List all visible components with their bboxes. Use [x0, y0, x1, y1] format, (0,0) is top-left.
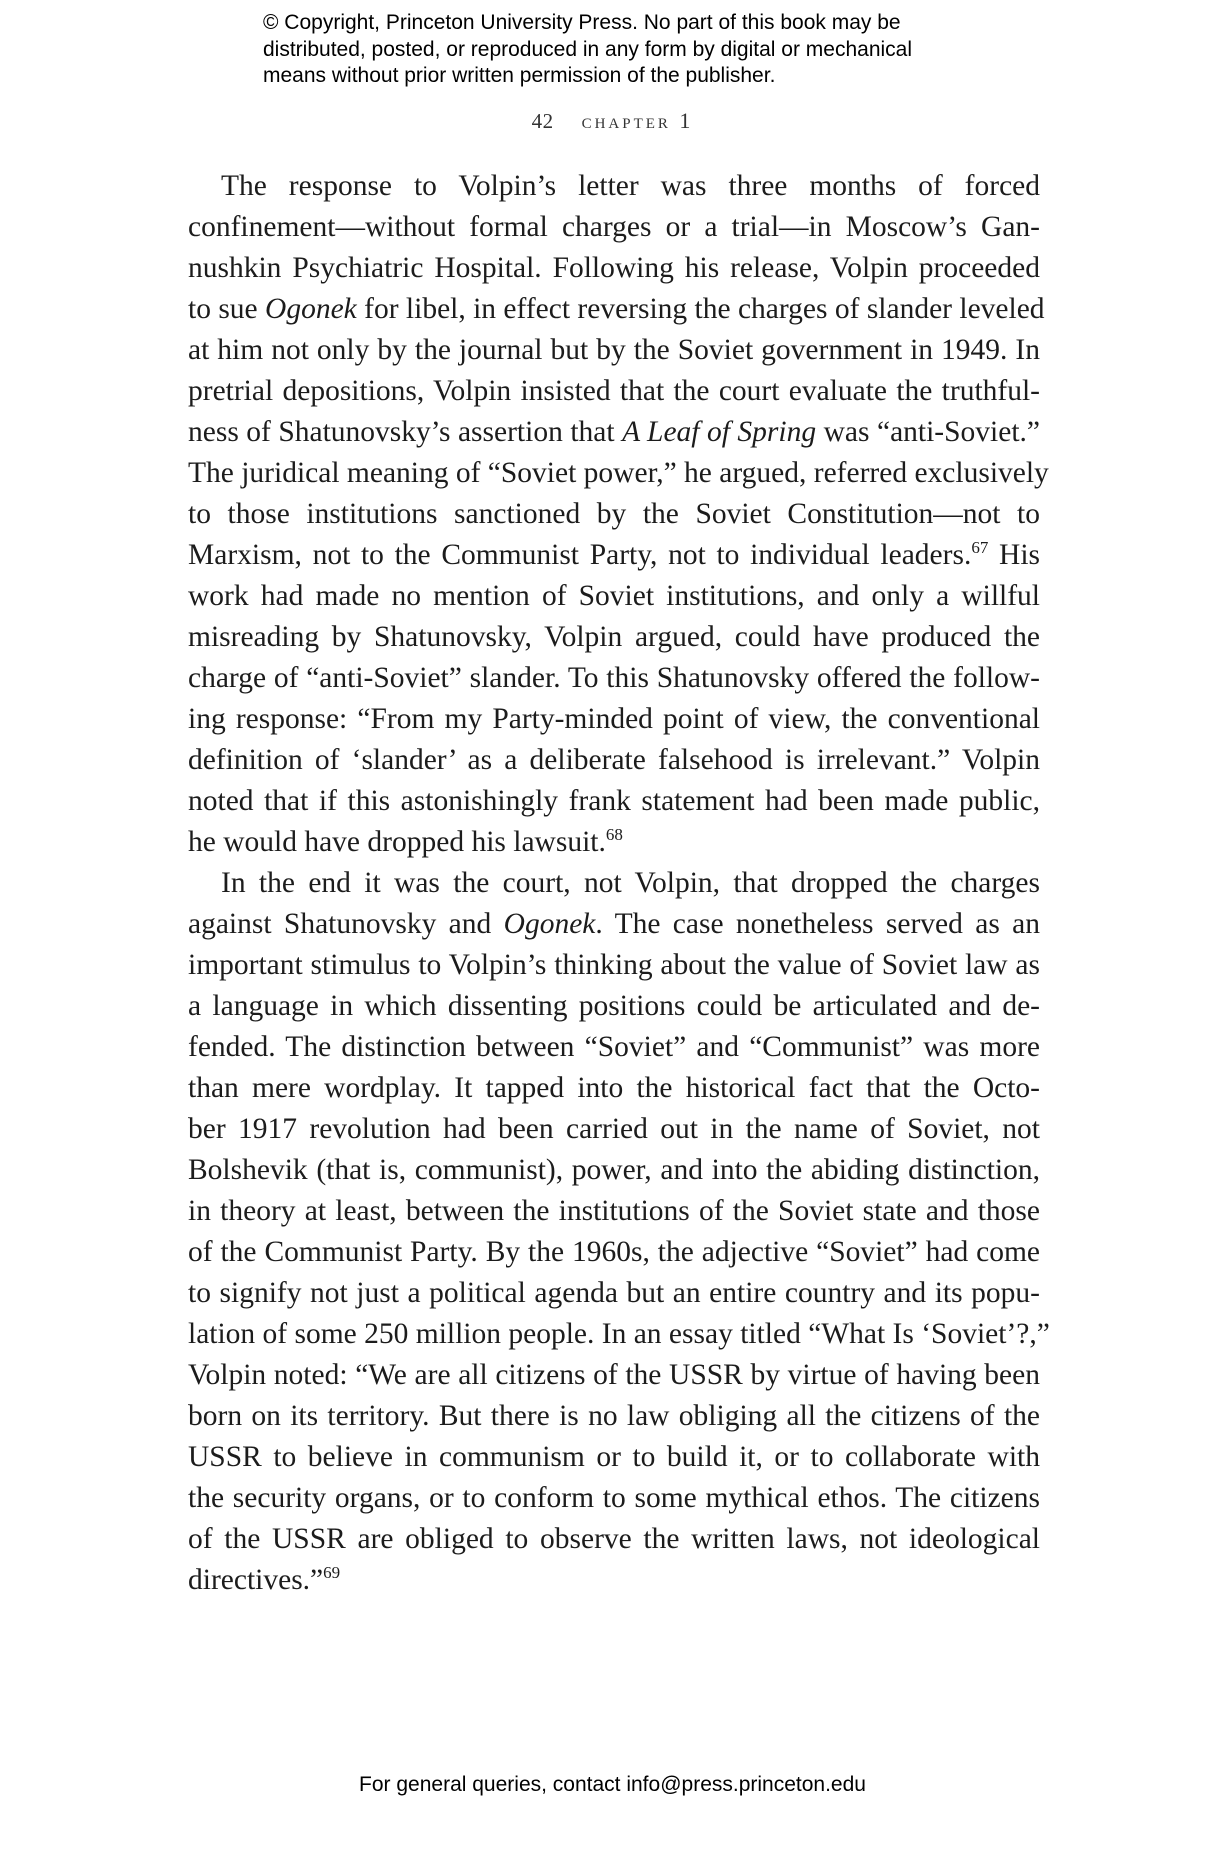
paragraph — [188, 863, 1050, 1601]
text-segment: Marxism, not to the Communist Party, not to individual leaders. — [188, 539, 972, 571]
text-segment: His — [988, 539, 1041, 571]
copyright-line: © Copyright, Princeton University Press. No part of this book may be — [263, 11, 901, 34]
page-number: 42 — [531, 109, 554, 133]
text-line: USSR to believe in communism or to build it, or to collaborate with — [188, 1441, 1040, 1473]
text-segment: ness of Shatunovsky’s assertion that — [188, 416, 623, 448]
text-line: to those institutions sanctioned by the Soviet Constitution—not to — [188, 498, 1040, 530]
text-line — [188, 535, 1040, 576]
running-head — [0, 108, 1225, 134]
text-line — [188, 904, 1040, 945]
text-line — [188, 1560, 1040, 1601]
text-line — [188, 289, 1045, 330]
text-segment: he would have dropped his lawsuit. — [188, 826, 606, 858]
text-line: pretrial depositions, Volpin insisted that the court evaluate the truthful- — [188, 375, 1040, 407]
text-line: In the end it was the court, not Volpin, that dropped the charges — [221, 867, 1040, 899]
text-line: The juridical meaning of “Soviet power,” he argued, referred exclusively — [188, 457, 1049, 489]
text-line: of the Communist Party. By the 1960s, the adjective “Soviet” had come — [188, 1236, 1040, 1268]
copyright-notice — [263, 10, 983, 90]
text-line: charge of “anti-Soviet” slander. To this Shatunovsky offered the follow- — [188, 662, 1040, 694]
text-line: ing response: “From my Party-minded point of view, the conventional — [188, 703, 1040, 735]
paragraph — [188, 166, 1049, 863]
footnote-ref-68[interactable]: 68 — [605, 825, 623, 844]
text-line: definition of ‘slander’ as a deliberate falsehood is irrelevant.” Volpin — [188, 744, 1040, 776]
text-line: at him not only by the journal but by the Soviet government in 1949. In — [188, 334, 1040, 366]
chapter-label: chapter 1 — [581, 108, 694, 133]
text-line — [188, 822, 1040, 863]
text-line: fended. The distinction between “Soviet” and “Communist” was more — [188, 1031, 1040, 1063]
text-segment: was “anti-Soviet.” — [816, 416, 1040, 448]
text-line — [188, 412, 1040, 453]
copyright-line: distributed, posted, or reproduced in any form by digital or mechanical — [263, 37, 913, 61]
text-line: ber 1917 revolution had been carried out in the name of Soviet, not — [188, 1113, 1040, 1145]
text-line: nushkin Psychiatric Hospital. Following his release, Volpin proceeded — [188, 252, 1040, 284]
text-line: born on its territory. But there is no law obliging all the citizens of the — [188, 1400, 1040, 1432]
text-line: of the USSR are obliged to observe the written laws, not ideological — [188, 1523, 1040, 1555]
text-segment: . The case nonetheless served as an — [595, 908, 1040, 940]
italic-title: A Leaf of Spring — [622, 416, 817, 448]
body-text — [188, 166, 1050, 1601]
text-line: misreading by Shatunovsky, Volpin argued, could have produced the — [188, 621, 1040, 653]
footnote-ref-69[interactable]: 69 — [323, 1563, 341, 1582]
copyright-line: means without prior written permission of the publisher. — [263, 64, 776, 87]
text-line: noted that if this astonishingly frank statement had been made public, — [188, 785, 1040, 817]
italic-title: Ogonek — [503, 908, 596, 940]
text-line: work had made no mention of Soviet institutions, and only a willful — [188, 580, 1040, 612]
text-segment: directives.” — [188, 1564, 324, 1596]
text-line: a language in which dissenting positions could be articulated and de- — [188, 990, 1040, 1022]
footer-contact: For general queries, contact info@press.princeton.edu — [359, 1773, 866, 1796]
text-line: the security organs, or to conform to some mythical ethos. The citizens — [188, 1482, 1040, 1514]
text-line: Volpin noted: “We are all citizens of the USSR by virtue of having been — [188, 1359, 1040, 1391]
text-line: confinement—without formal charges or a trial—in Moscow’s Gan- — [188, 211, 1040, 243]
text-line: Bolshevik (that is, communist), power, and into the abiding distinction, — [188, 1154, 1040, 1186]
text-line: The response to Volpin’s letter was three months of forced — [221, 170, 1040, 202]
text-line: important stimulus to Volpin’s thinking about the value of Soviet law as — [188, 949, 1040, 981]
italic-title: Ogonek — [265, 293, 357, 325]
text-line: in theory at least, between the institutions of the Soviet state and those — [188, 1195, 1040, 1227]
text-line: lation of some 250 million people. In an essay titled “What Is ‘Soviet’?,” — [188, 1318, 1050, 1350]
text-segment: for libel, in effect reversing the charges of slander leveled — [356, 293, 1045, 325]
text-segment: against Shatunovsky and — [188, 908, 504, 940]
text-segment: to sue — [188, 293, 266, 325]
text-line: to signify not just a political agenda but an entire country and its popu- — [188, 1277, 1040, 1309]
text-line: than mere wordplay. It tapped into the historical fact that the Octo- — [188, 1072, 1040, 1104]
footnote-ref-67[interactable]: 67 — [971, 538, 989, 557]
